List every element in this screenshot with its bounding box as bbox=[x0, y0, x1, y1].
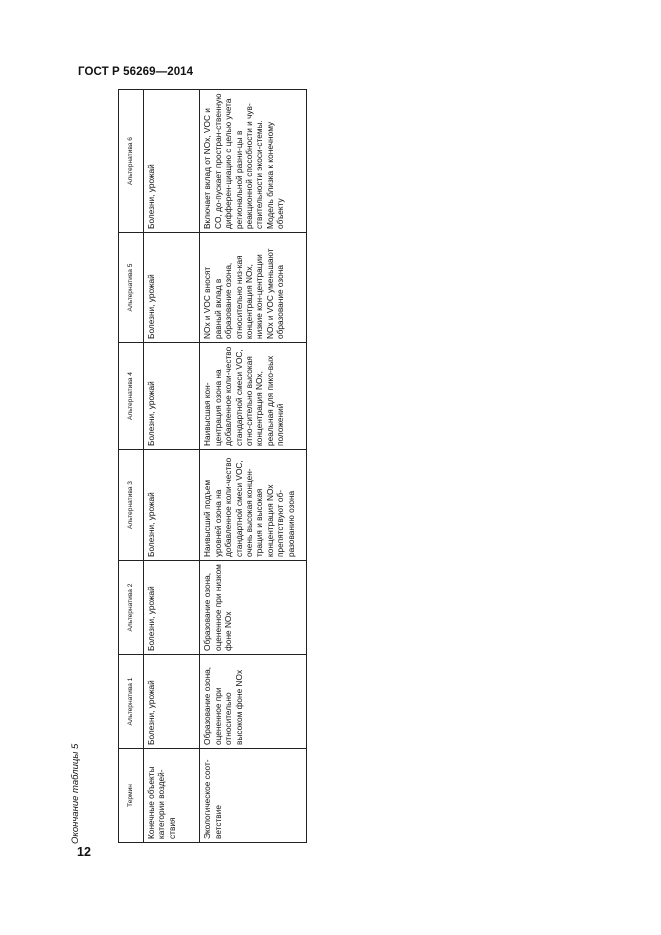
header-alt-3: Альтернатива 3 bbox=[119, 450, 144, 561]
cell-alt-4: Болезни, урожай bbox=[144, 343, 200, 450]
cell-alt-6: Включает вклад от NOx, VOC и CO, до-пускает простран-ственную дифферен-циацию с целью учета региональной разни-цы в реакционной способности и чув-ствительности экоси-стемы. Модель близка к конечному объекту bbox=[200, 90, 307, 233]
table-row bbox=[200, 90, 307, 843]
header-alt-5: Альтернатива 5 bbox=[119, 233, 144, 343]
header-alt-2: Альтернатива 2 bbox=[119, 561, 144, 655]
cell-alt-1: Болезни, урожай bbox=[144, 655, 200, 749]
document-header: ГОСТ Р 56269—2014 bbox=[78, 66, 194, 78]
cell-alt-6: Болезни, урожай bbox=[144, 90, 200, 233]
table-row bbox=[144, 90, 200, 843]
cell-alt-4: Наивысшая кон-центрация озона на добавленное коли-чество стандартной смеси VOC, отно-сительно высокая концентрация NOx, реальная для пико-вых положений bbox=[200, 343, 307, 450]
cell-alt-3: Болезни, урожай bbox=[144, 450, 200, 561]
cell-alt-3: Наивысший подъем уровней озона на добавленное коли-чество стандартной смеси VOC, очень высокая концен-трация и высокая концентрация NOx препятствуют об-разованию озона bbox=[200, 450, 307, 561]
header-term: Термин bbox=[119, 749, 144, 843]
cell-alt-5: NOx и VOC вносят равный вклад в образование озона, относительно низ-кая концентрация NOx, низкие кон-центрации NOx и VOC уменьшают образование озона bbox=[200, 233, 307, 343]
cell-term: Конечные объекты категории воздей-ствия bbox=[144, 749, 200, 843]
cell-alt-1: Образование озона, оцененное при относительно высоком фоне NOx bbox=[200, 655, 307, 749]
cell-alt-2: Образование озона, оцененное при низком фоне NOx bbox=[200, 561, 307, 655]
table-caption: Окончание таблицы 5 bbox=[70, 743, 81, 844]
table-header-row bbox=[119, 90, 144, 843]
page-number: 12 bbox=[77, 845, 91, 859]
header-alt-1: Альтернатива 1 bbox=[119, 655, 144, 749]
data-table bbox=[118, 89, 307, 843]
cell-alt-5: Болезни, урожай bbox=[144, 233, 200, 343]
cell-term: Экологическое соот-ветствие bbox=[200, 749, 307, 843]
header-alt-4: Альтернатива 4 bbox=[119, 343, 144, 450]
cell-alt-2: Болезни, урожай bbox=[144, 561, 200, 655]
header-alt-6: Альтернатива 6 bbox=[119, 90, 144, 233]
table-rotated-wrapper bbox=[118, 90, 307, 843]
